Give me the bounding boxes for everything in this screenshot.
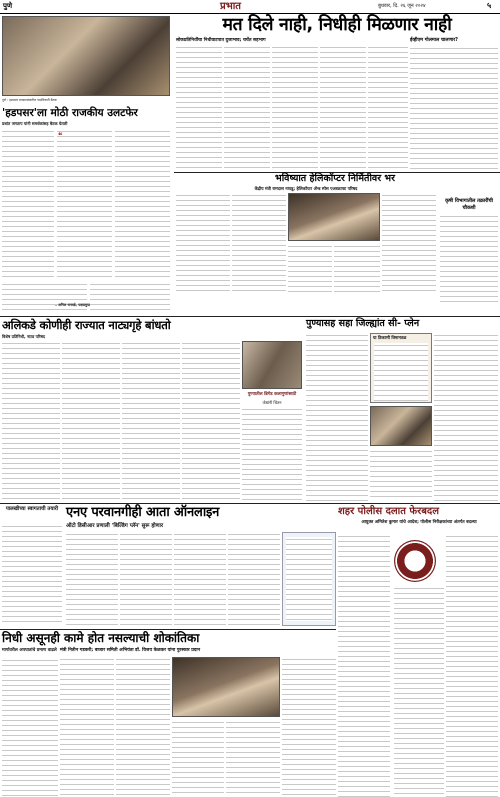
online-col-1 [66, 532, 118, 626]
airport-list-title: या ठिकाणी विमानतळ [373, 335, 407, 340]
theatre-col-1 [2, 341, 60, 501]
lead-col-5 [368, 45, 408, 170]
police-emblem [394, 540, 436, 582]
online-sidebar-text [286, 537, 332, 621]
online-col-4 [228, 532, 280, 626]
bottom-subhead: मंत्री नितीन गडकरी; बाजार समिती अभियंता डॉ. विजय केळकर यांना पुरस्कार प्रदान [60, 648, 201, 653]
brigade-story [242, 407, 302, 501]
lead-col-4 [320, 45, 366, 170]
bottom-col-5 [282, 657, 336, 797]
bottom-col-3 [172, 720, 224, 797]
police-col-2 [394, 586, 444, 797]
city-label: पुणे [3, 2, 13, 10]
event-photo [2, 16, 170, 96]
evm-story [410, 46, 498, 170]
helicopter-headline: भविष्यात हेलिकॉप्टर निर्मितीवर भर [275, 173, 395, 184]
hadapsar-quote-1 [2, 282, 87, 314]
brigade-subhead: जेष्ठांनी चिंतन [262, 400, 282, 405]
accident-story [2, 658, 58, 797]
hadapsar-subhead: प्रशांत जगताप यांनी समर्थकांसह बैठक घेतली [2, 121, 68, 126]
theatre-col-2 [62, 341, 120, 501]
divider [0, 503, 500, 504]
bottom-headline: निधी असूनही कामे होत नसल्याची शोकांतिका [2, 631, 200, 645]
evm-headline: ईव्हीएम गोलमाल चालणार? [410, 38, 458, 43]
seaplane-headline: पुण्यासह सहा जिल्ह्यांत सी- प्लेन [306, 318, 420, 329]
seaplane-photo [370, 406, 432, 446]
palkhi-story [2, 524, 62, 626]
photo-caption: पुणे : हडपसर मतदारसंघातील पदाधिकारी बैठक [2, 98, 57, 102]
quote-mark: ❝ [58, 131, 63, 140]
bottom-col-4 [226, 720, 280, 797]
masthead-bar [0, 0, 500, 14]
heli-col-4 [334, 244, 380, 293]
bottom-col-1 [60, 657, 114, 797]
hadapsar-quote-2 [90, 282, 170, 314]
lead-kicker: लोकप्रतिनिधींचा निधीवाटपात दुजाभाव; चर्चेत सहभाग [176, 38, 266, 43]
date-line: बुधवार, दि. २६ जून २०२४ [378, 3, 426, 9]
police-headline: शहर पोलीस दलात फेरबदल [338, 506, 440, 517]
hadapsar-col-1 [2, 129, 54, 279]
helicopter-photo [288, 193, 380, 241]
seaplane-col-2 [370, 449, 432, 501]
online-col-2 [120, 532, 172, 626]
heli-col-5 [382, 193, 436, 293]
quote-author: – अनिल धनवडे, पक्षप्रमुख [55, 303, 90, 307]
police-col-1 [338, 534, 390, 797]
seaplane-col-1 [306, 333, 368, 501]
accident-headline: मार्गावरील अपघातांचे प्रमाण वाढले [2, 648, 57, 653]
heli-col-2 [232, 193, 286, 293]
masthead-logo: प्रभात [220, 1, 242, 12]
airport-list-box [370, 333, 432, 403]
theatre-headline: अलिकडे कोणीही राज्यात नाट्यगृहे बांधतो [2, 318, 171, 332]
online-headline: एनए परवानगीही आता ऑनलाइन [66, 505, 220, 520]
theatre-col-4 [182, 341, 240, 501]
divider [0, 629, 336, 630]
seaplane-col-3 [434, 333, 498, 501]
online-sidebar [282, 532, 336, 626]
lead-headline: मत दिले नाही, निधीही मिळणार नाही [222, 15, 452, 35]
police-subhead: आयुक्त अमितेश कुमार यांचे आदेश; पोलीस निरीक्षकांच्या अंतर्गत बदल्या [361, 520, 477, 525]
divider [0, 316, 500, 317]
hadapsar-headline: 'हडपसर'ला मोठी राजकीय उलटफेर [2, 107, 138, 119]
lead-col-2 [224, 45, 270, 170]
theatre-col-3 [122, 341, 180, 501]
theatre-photo [242, 341, 302, 389]
agri-story [440, 214, 498, 306]
hadapsar-col-3 [115, 129, 170, 279]
online-col-3 [174, 532, 226, 626]
agri-headline: कृषी विभागातील तक्रारींची चौकशी [445, 198, 493, 211]
brigade-headline: पुण्यातील ब्रिगेड कलागुणांसाठी [247, 392, 297, 397]
theatre-subhead: विशेष प्रतिनिधी, नाट्य परिषद [2, 334, 46, 339]
heli-col-1 [176, 193, 230, 293]
page-number: ५ [487, 1, 492, 10]
online-subhead: ऑटो डिसीआर प्रणाली 'बिल्डिंग प्लॅन' सुरू होणार [66, 523, 164, 529]
award-photo [172, 657, 280, 717]
bottom-col-2 [116, 657, 170, 797]
palkhi-headline: पालखीच्या स्वागताची तयारी [5, 506, 59, 512]
police-col-3 [446, 534, 498, 797]
airport-list [374, 343, 428, 401]
helicopter-subhead: केंद्रीय मंत्री रामदास नायडू; हेलिकॉप्टर ॲन्ड स्पेस एअरक्राफ्ट परिषद [254, 186, 358, 191]
heli-col-3 [288, 244, 332, 293]
lead-col-1 [176, 45, 222, 170]
hadapsar-col-2 [57, 129, 112, 279]
lead-col-3 [272, 45, 318, 170]
